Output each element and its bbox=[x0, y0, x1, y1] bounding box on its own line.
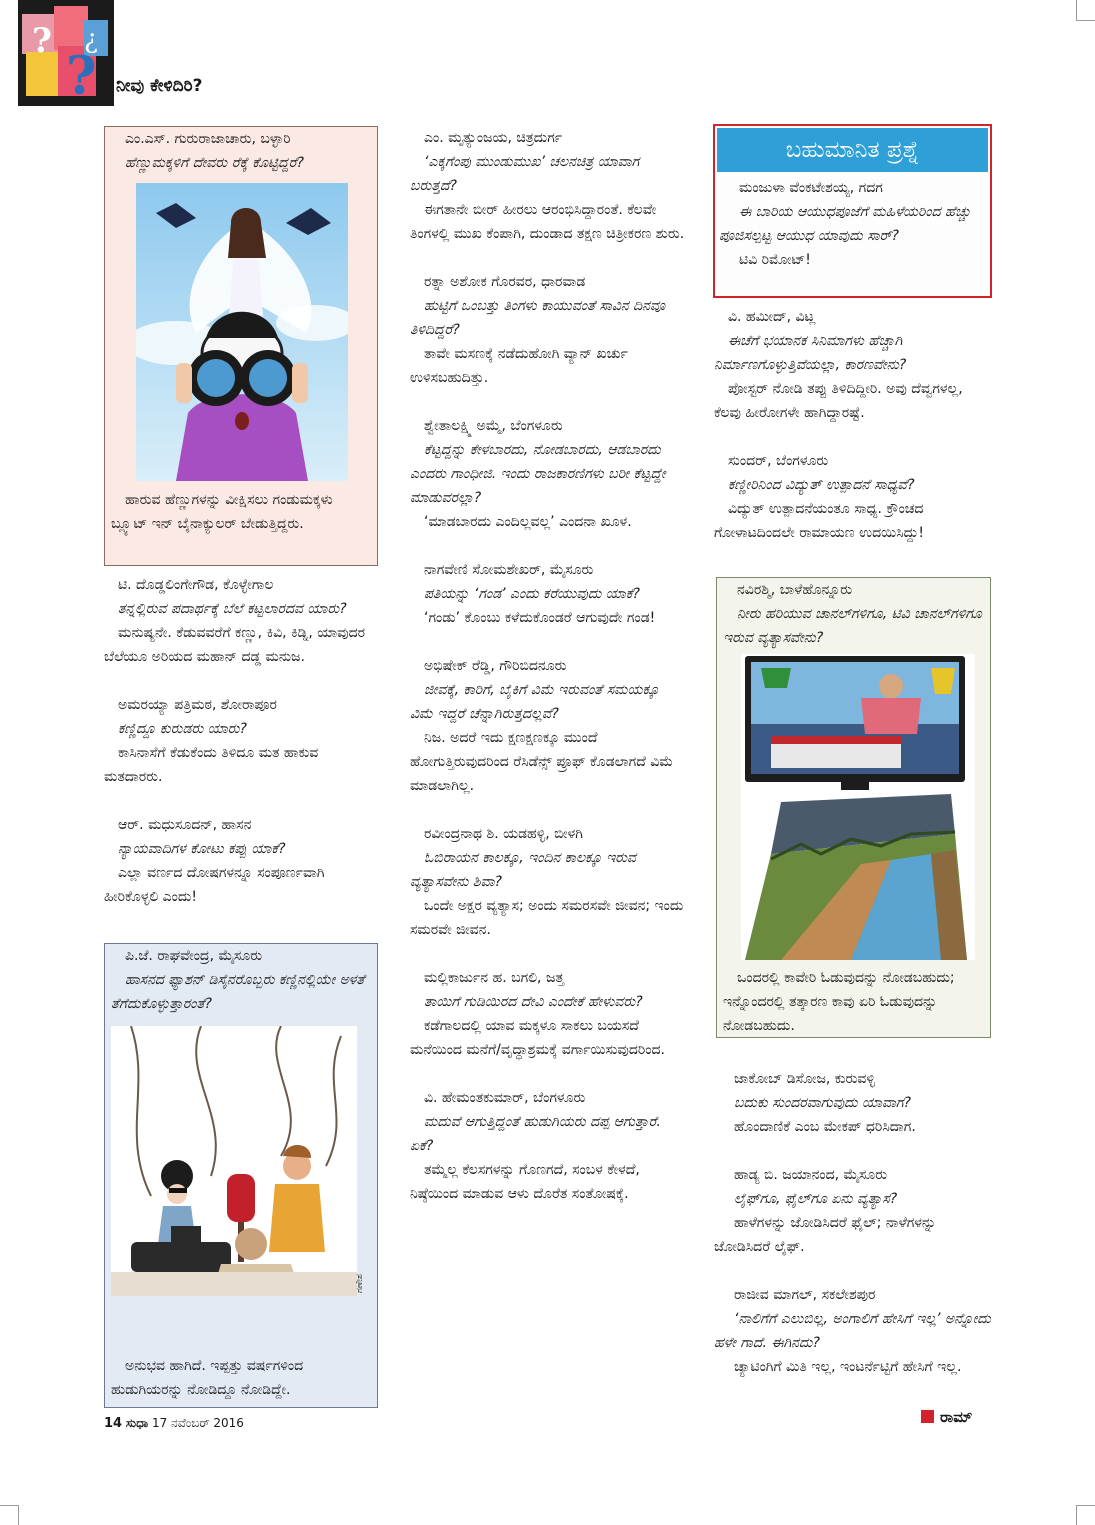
column-2 bbox=[410, 126, 685, 1206]
svg-text:?: ? bbox=[66, 46, 97, 106]
question-text: ಕೆಟ್ಟದ್ದನ್ನು ಕೇಳಬಾರದು, ನೋಡಬಾರದು, ಆಡಬಾರದು ಎಂದರು ಗಾಂಧೀಜಿ. ಇಂದು ರಾಜಕಾರಣಿಗಳು ಬರೀ ಕೆಟ್ಟದ್ದೇ ಮಾಡುವರಲ್ಲಾ? bbox=[410, 442, 666, 506]
answer-text: ‘ಮಾಡಬಾರದು ಎಂದಿಲ್ಲವಲ್ಲ’ ಎಂದನಾ ಖೂಳ. bbox=[424, 514, 632, 530]
question-text: ತನ್ನಲ್ಲಿರುವ ಪದಾರ್ಥಕ್ಕೆ ಬೆಲೆ ಕಟ್ಟಲಾರದವ ಯಾರು? bbox=[118, 601, 347, 617]
issue-date: 17 ನವೆಂಬರ್ 2016 bbox=[151, 1416, 244, 1430]
svg-text:?: ? bbox=[32, 21, 52, 61]
prize-heading: ಬಹುಮಾನಿತ ಪ್ರಶ್ನೆ bbox=[717, 128, 988, 172]
question-text: ಲೈಫ್‌ಗೂ, ಫೈಲ್‌ಗೂ ಏನು ವ್ಯತ್ಯಾಸ? bbox=[734, 1191, 898, 1207]
author-name: ರಾಮ್ bbox=[940, 1408, 973, 1426]
answer-text: ಹಾಳೆಗಳನ್ನು ಜೋಡಿಸಿದರೆ ಫೈಲ್; ನಾಳೆಗಳನ್ನು ಜೋಡಿಸಿದರೆ ಲೈಫ್. bbox=[714, 1215, 937, 1255]
answer-text: ಕಾಸಿನಾಸೆಗೆ ಕೆಡುಕೆಂದು ತಿಳಿದೂ ಮತ ಹಾಕುವ ಮತದಾರರು. bbox=[104, 745, 319, 785]
answer-text: ‘ಗಂಡು’ ಕೊಂಬು ಕಳೆದುಕೊಂಡರೆ ಆಗುವುದೇ ಗಂಡ! bbox=[424, 610, 656, 626]
sender-name: ನಾಗವೇಣಿ ಸೋಮಶೇಖರ್, ಮೈಸೂರು bbox=[424, 562, 594, 578]
question-text: ಹೆಣ್ಣುಮಕ್ಕಳಿಗೆ ದೇವರು ರೆಕ್ಕೆ ಕೊಟ್ಟಿದ್ದರೆ? bbox=[125, 155, 304, 171]
qa-item bbox=[410, 966, 685, 1062]
answer-text: ಕಡೆಗಾಲದಲ್ಲಿ ಯಾವ ಮಕ್ಕಳೂ ಸಾಕಲು ಬಯಸದೆ ಮನೆಯಿಂದ ಮನೆಗೆ/ವೃದ್ಧಾಶ್ರಮಕ್ಕೆ ವರ್ಗಾಯಿಸುವುದರಿಂದ. bbox=[410, 1018, 665, 1058]
sender-name: ಪಿ.ಜೆ. ರಾಘವೇಂದ್ರ, ಮೈಸೂರು bbox=[125, 948, 263, 964]
artist-signature: ಗಣೇಶ bbox=[355, 1274, 365, 1293]
sender-name: ಶ್ವೇತಾಲಕ್ಷ್ಮಿ ಅಮ್ಮೆ, ಬೆಂಗಳೂರು bbox=[424, 418, 563, 434]
question-text: ಮದುವೆ ಆಗುತ್ತಿದ್ದಂತೆ ಹುಡುಗಿಯರು ದಪ್ಪ ಆಗುತ್ತಾರೆ. ಏಕೆ? bbox=[410, 1114, 661, 1154]
qa-item bbox=[410, 270, 685, 390]
tv-canal-illustration bbox=[741, 654, 975, 960]
crop-mark bbox=[1076, 0, 1077, 20]
featured-qa-box-tailor bbox=[104, 943, 378, 1408]
prize-question-box bbox=[713, 124, 992, 298]
qa-item bbox=[410, 558, 685, 630]
column-3-top bbox=[714, 305, 992, 545]
question-mark-logo-icon bbox=[18, 0, 114, 106]
section-logo bbox=[18, 0, 114, 106]
question-text: ಓಬಿರಾಯನ ಕಾಲಕ್ಕೂ, ಇಂದಿನ ಕಾಲಕ್ಕೂ ಇರುವ ವ್ಯತ್ಯಾಸವೇನು ಶಿವಾ? bbox=[410, 850, 637, 890]
qa-item bbox=[714, 449, 992, 545]
question-text: ನ್ಯಾಯವಾದಿಗಳ ಕೋಟು ಕಪ್ಪು ಯಾಕೆ? bbox=[118, 841, 286, 857]
tailor-illustration bbox=[111, 1026, 357, 1296]
sender-name: ಎಂ. ಮೃತ್ಯುಂಜಯ, ಚಿತ್ರದುರ್ಗ bbox=[424, 130, 563, 146]
qa-item bbox=[410, 414, 685, 534]
answer-text: ನಿಜ. ಅದರೆ ಇದು ಕ್ಷಣಕ್ಷಣಕ್ಕೂ ಮುಂದೆ ಹೋಗುತ್ತಿರುವುದರಿಂದ ರೆಸಿಡೆನ್ಸ್ ಪ್ರೂಫ್ ಕೊಡಲಾಗದೆ ವಿಮೆ ಮಾಡಲಾಗಿಲ್ಲ. bbox=[410, 730, 674, 794]
qa-item bbox=[104, 693, 380, 789]
crop-mark bbox=[1076, 1505, 1095, 1506]
qa-item bbox=[410, 1086, 685, 1206]
featured-qa-box-angel bbox=[104, 126, 378, 566]
question-text: ಹಾಸನದ ಫ್ಯಾಶನ್ ಡಿಸೈನರೊಬ್ಬರು ಕಣ್ಣಿನಲ್ಲಿಯೇ ಅಳತೆ ತೆಗೆದುಕೊಳ್ಳುತ್ತಾರಂತೆ? bbox=[111, 972, 365, 1012]
page-number: 14 bbox=[104, 1416, 123, 1431]
question-text: ಕಣ್ಣಿದ್ದೂ ಕುರುಡರು ಯಾರು? bbox=[118, 721, 247, 737]
sender-name: ಆರ್. ಮಧುಸೂದನ್, ಹಾಸನ bbox=[118, 817, 252, 833]
page-footer bbox=[104, 1416, 244, 1431]
qa-item bbox=[410, 822, 685, 942]
sender-name: ರತ್ನಾ ಅಶೋಕ ಗೊರವರ, ಧಾರವಾಡ bbox=[424, 274, 586, 290]
answer-text: ಅನುಭವ ಹಾಗಿದೆ. ಇಪ್ಪತ್ತು ವರ್ಷಗಳಿಂದ ಹುಡುಗಿಯರನ್ನು ನೋಡಿದ್ದೂ ನೋಡಿದ್ದೇ. bbox=[111, 1358, 304, 1398]
qa-item bbox=[410, 126, 685, 246]
sender-name: ಮಂಜುಳಾ ವೆಂಕಟೇಶಯ್ಯ, ಗದಗ bbox=[739, 180, 883, 196]
answer-text: ಚ್ಯಾಟಿಂಗಿಗೆ ಮಿತಿ ಇಲ್ಲ, ಇಂಟರ್ನೆಟ್ಟಿಗೆ ಹೇಸಿಗೆ ಇಲ್ಲ. bbox=[734, 1359, 962, 1375]
answer-text: ಎಲ್ಲಾ ವರ್ಣದ ದೋಷಗಳನ್ನೂ ಸಂಪೂರ್ಣವಾಗಿ ಹೀರಿಕೊಳ್ಳಲಿ ಎಂದು! bbox=[104, 865, 325, 905]
sender-name: ಸುಂದರ್, ಬೆಂಗಳೂರು bbox=[728, 453, 829, 469]
qa-item bbox=[714, 305, 992, 425]
answer-text: ಹಾರುವ ಹೆಣ್ಣುಗಳನ್ನು ವೀಕ್ಷಿಸಲು ಗಂಡುಮಕ್ಕಳು ಬ್ಲ್ಯೂಟ್ ಇನ್ ಬೈನಾಕ್ಯುಲರ್ ಬೇಡುತ್ತಿದ್ದರು. bbox=[111, 492, 333, 532]
sender-name: ಹಾಡ್ಯ ಬಿ. ಜಯಾನಂದ, ಮೈಸೂರು bbox=[734, 1167, 888, 1183]
sender-name: ಅಮರಯ್ಯಾ ಪತ್ರಿಮಠ, ಶೋರಾಪೂರ bbox=[118, 697, 277, 713]
column-1 bbox=[104, 573, 380, 909]
crop-mark bbox=[1076, 20, 1095, 21]
question-text: ತಾಯಿಗೆ ಗುಡಿಯಿರದ ದೇವಿ ಎಂದೇಕೆ ಹೇಳುವರು? bbox=[424, 994, 643, 1010]
crop-mark bbox=[1076, 1505, 1077, 1525]
sender-name: ನವಿರಶ್ಮಿ, ಬಾಳೆಹೊನ್ನೂರು bbox=[737, 582, 853, 598]
qa-item bbox=[410, 654, 685, 798]
sender-name: ಎಂ.ಎಸ್. ಗುರುರಾಜಾಚಾರು, ಬಳ್ಳಾರಿ bbox=[125, 131, 291, 147]
answer-text: ತಮ್ಮೆಲ್ಲ ಕೆಲಸಗಳನ್ನು ಗೊಣಗದೆ, ಸಂಬಳ ಕೇಳದೆ, ನಿಷ್ಠೆಯಿಂದ ಮಾಡುವ ಆಳು ದೊರೆತ ಸಂತೋಷಕ್ಕೆ. bbox=[410, 1162, 640, 1202]
answer-text: ಈಗತಾನೇ ಬೀರ್ ಹೀರಲು ಆರಂಭಿಸಿದ್ದಾರಂತೆ. ಕೆಲವೇ ತಿಂಗಳಲ್ಲಿ ಮುಖ ಕೆಂಪಾಗಿ, ದುಂಡಾದ ತಕ್ಷಣ ಚಿತ್ರೀಕರಣ ಶುರು. bbox=[410, 202, 685, 242]
sender-name: ಅಭಿಷೇಕ್ ರೆಡ್ಡಿ, ಗೌರಿಬಿದನೂರು bbox=[424, 658, 567, 674]
angel-binoculars-illustration bbox=[136, 183, 348, 481]
qa-item bbox=[714, 1067, 992, 1139]
answer-text: ಟಿವಿ ರಿಮೋಟ್! bbox=[739, 252, 811, 268]
question-text: ‘ನಾಲಿಗೆಗೆ ಎಲುಬಿಲ್ಲ, ಅಂಗಾಲಿಗೆ ಹೇಸಿಗೆ ಇಲ್ಲ’ ಅನ್ನೋದು ಹಳೇ ಗಾದೆ. ಈಗಿನದು? bbox=[714, 1311, 991, 1351]
question-text: ‘ಎಕ್ಕಗೆಂಪು ಮುಂಡುಮುಖ’ ಚಲನಚಿತ್ರ ಯಾವಾಗ ಬರುತ್ತದೆ? bbox=[410, 154, 640, 194]
question-text: ಈ ಬಾರಿಯ ಆಯುಧಪೂಜೆಗೆ ಮಹಿಳೆಯರಿಂದ ಹೆಚ್ಚು ಪೂಜಿಸಲ್ಪಟ್ಟ ಆಯುಧ ಯಾವುದು ಸಾರ್? bbox=[719, 204, 971, 244]
question-text: ಈಚೆಗೆ ಭಯಾನಕ ಸಿನಿಮಾಗಳು ಹೆಚ್ಚಾಗಿ ನಿರ್ಮಾಣಗೊಳ್ಳುತ್ತಿವೆಯಲ್ಲಾ, ಕಾರಣವೇನು? bbox=[714, 333, 907, 373]
sender-name: ಜಾಕೋಬ್ ಡಿಸೋಜ, ಕುರುವಳ್ಳಿ bbox=[734, 1071, 875, 1087]
crop-mark bbox=[0, 1505, 18, 1506]
answer-text: ಹೊಂದಾಣಿಕೆ ಎಂಬ ಮೇಕಪ್ ಧರಿಸಿದಾಗ. bbox=[734, 1119, 916, 1135]
sender-name: ಮಲ್ಲಿಕಾರ್ಜುನ ಹ. ಬಗಲಿ, ಜತ್ತ bbox=[424, 970, 564, 986]
answer-text: ಪೋಸ್ಟರ್ ನೋಡಿ ತಪ್ಪು ತಿಳಿದಿದ್ದೀರಿ. ಅವು ದೆವ್ವಗಳಲ್ಲ, ಕೆಲವು ಹೀರೋಗಳೇ ಹಾಗಿದ್ದಾರಷ್ಟೆ. bbox=[714, 381, 963, 421]
qa-item bbox=[104, 813, 380, 909]
question-text: ಬದುಕು ಸುಂದರವಾಗುವುದು ಯಾವಾಗ? bbox=[734, 1095, 911, 1111]
question-text: ಪತಿಯನ್ನು ‘ಗಂಡ’ ಎಂದು ಕರೆಯುವುದು ಯಾಕೆ? bbox=[424, 586, 640, 602]
question-text: ಜೀವಕ್ಕೆ, ಕಾರಿಗೆ, ಬೈಕಿಗೆ ವಿಮೆ ಇರುವಂತೆ ಸಮಯಕ್ಕೂ ವಿಮೆ ಇದ್ದರೆ ಚೆನ್ನಾಗಿರುತ್ತದಲ್ಲವೆ? bbox=[410, 682, 660, 722]
red-square-icon bbox=[921, 1410, 934, 1423]
author-byline bbox=[921, 1408, 972, 1426]
answer-text: ಒಂದರಲ್ಲಿ ಕಾವೇರಿ ಓಡುವುದನ್ನು ನೋಡಬಹುದು; ಇನ್ನೊಂದರಲ್ಲಿ ತತ್ಕಾರಣ ಕಾವು ಏರಿ ಓಡುವುದನ್ನು ನೋಡಬಹುದು. bbox=[723, 970, 955, 1034]
question-text: ನೀರು ಹರಿಯುವ ಚಾನಲ್‌ಗಳಿಗೂ, ಟಿವಿ ಚಾನಲ್‌ಗಳಿಗೂ ಇರುವ ವ್ಯತ್ಯಾಸವೇನು? bbox=[723, 606, 982, 646]
qa-item bbox=[714, 1283, 992, 1379]
qa-item bbox=[104, 573, 380, 669]
sender-name: ವಿ. ಹಮೀದ್, ವಿಟ್ಲ bbox=[728, 309, 816, 325]
sender-name: ರವೀಂದ್ರನಾಥ ಶಿ. ಯಡಹಳ್ಳಿ, ಬೀಳಗಿ bbox=[424, 826, 583, 842]
answer-text: ಮನುಷ್ಯನೇ. ಕೆಡುವವರೆಗೆ ಕಣ್ಣು, ಕಿವಿ, ಕಿಡ್ನಿ, ಯಾವುದರ ಬೆಲೆಯೂ ಅರಿಯದ ಮಹಾನ್ ದಡ್ಡ ಮನುಜ. bbox=[104, 625, 366, 665]
sender-name: ಟಿ. ದೊಡ್ಡಲಿಂಗೇಗೌಡ, ಕೊಳ್ಳೇಗಾಲ bbox=[118, 577, 274, 593]
section-title: ನೀವು ಕೇಳಿದಿರಿ? bbox=[116, 76, 203, 96]
answer-text: ವಿದ್ಯುತ್ ಉತ್ಪಾದನೆಯಂತೂ ಸಾಧ್ಯ. ಕ್ರೌಂಚದ ಗೋಳಾಟದಿಂದಲೇ ರಾಮಾಯಣ ಉದಯಿಸಿದ್ದು! bbox=[714, 501, 925, 541]
magazine-name: ಸುಧಾ bbox=[125, 1416, 149, 1430]
svg-text:¿: ¿ bbox=[84, 25, 98, 55]
sender-name: ರಾಜೀವ ಮಾಗಲ್, ಸಕಲೇಶಪುರ bbox=[734, 1287, 876, 1303]
crop-mark bbox=[18, 1505, 19, 1525]
featured-qa-box-channels bbox=[716, 577, 991, 1038]
sender-name: ವಿ. ಹೇಮಂತಕುಮಾರ್, ಬೆಂಗಳೂರು bbox=[424, 1090, 586, 1106]
answer-text: ಒಂದೇ ಅಕ್ಷರ ವ್ಯತ್ಯಾಸ; ಅಂದು ಸಮರಸವೇ ಜೀವನ; ಇಂದು ಸಮರವೇ ಜೀವನ. bbox=[410, 898, 684, 938]
column-3-bottom bbox=[714, 1067, 992, 1379]
question-text: ಹುಟ್ಟಿಗೆ ಒಂಬತ್ತು ತಿಂಗಳು ಕಾಯುವಂತೆ ಸಾವಿನ ದಿನವೂ ತಿಳಿದಿದ್ದರೆ? bbox=[410, 298, 666, 338]
answer-text: ತಾವೇ ಮಸಣಕ್ಕೆ ನಡೆದುಹೋಗಿ ವ್ಯಾನ್ ಖರ್ಚು ಉಳಿಸಬಹುದಿತ್ತು. bbox=[410, 346, 628, 386]
qa-item bbox=[714, 1163, 992, 1259]
question-text: ಕಣ್ಣೀರಿನಿಂದ ವಿದ್ಯುತ್ ಉತ್ಪಾದನೆ ಸಾಧ್ಯವೆ? bbox=[728, 477, 915, 493]
